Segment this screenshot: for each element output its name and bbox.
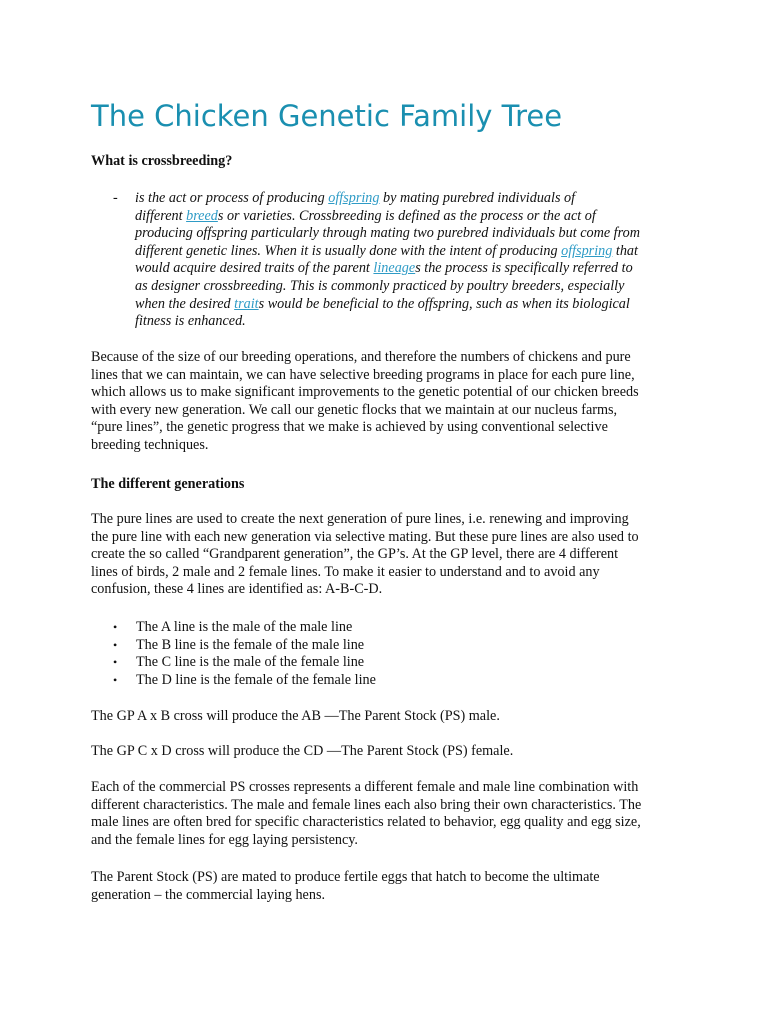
paragraph-line: generation – the commercial laying hens. [91,886,326,903]
definition-line: as designer crossbreeding. This is commonly practiced by poultry breeders, especially [135,277,625,294]
paragraph-line: The pure lines are used to create the next generation of pure lines, i.e. renewing and improving [91,511,629,527]
paragraph-cross-cd [91,743,686,761]
list-item-text: The C line is the male of the female line [136,654,365,671]
bullet-icon: • [113,672,118,687]
paragraph-line: create the so called “Grandparent generation”, the GP’s. At the GP level, there are 4 different [91,546,619,563]
link-breed[interactable]: breed [186,207,218,224]
paragraph-line: with every new generation. We call our genetic flocks that we maintain at our nucleus farms, [91,401,618,418]
line-list [91,619,376,689]
list-item [91,672,376,690]
paragraph-line: and the female lines for egg laying persistency. [91,831,358,848]
definition-dash: - [113,190,118,206]
paragraph-line: The Parent Stock (PS) are mated to produce fertile eggs that hatch to become the ultimate [91,869,600,885]
paragraph-line: male lines are often bred for specific characteristics related to behavior, egg quality and egg size, [91,814,641,831]
definition-text: is the act or process of producing [135,190,329,206]
paragraph-line: “pure lines”, the genetic progress that we make is achieved by using conventional selective [91,419,608,436]
list-item [91,654,376,672]
definition-line: fitness is enhanced. [135,313,246,330]
definition-line [135,243,675,261]
definition-line [135,260,675,278]
paragraph-line: lines of birds, 2 male and 2 female lines. To make it easier to understand and to avoid any [91,563,600,580]
paragraph-line: the pure line with each new generation via selective mating. But these pure lines are also used to [91,528,639,545]
list-item [91,619,376,637]
paragraph-line: lines that we can maintain, we can have selective breeding programs in place for each pure line, [91,366,635,383]
paragraph-line: Because of the size of our breeding operations, and therefore the numbers of chickens and pure [91,349,631,365]
definition-paragraph [135,190,675,331]
bullet-icon: • [113,620,118,634]
list-item-text: The D line is the female of the female line [136,671,376,688]
definition-line [135,208,675,226]
paragraph-line: confusion, these 4 lines are identified as: A-B-C-D. [91,581,383,598]
paragraph-line: The GP A x B cross will produce the AB —The Parent Stock (PS) male. [91,708,500,724]
link-offspring[interactable]: offspring [328,190,380,206]
definition-line [135,296,675,314]
definition-text: s or varieties. Crossbreeding is defined as the process or the act of [217,207,596,224]
definition-text: s would be beneficial to the offspring, such as when its biological [258,295,630,312]
paragraph-line: breeding techniques. [91,436,209,453]
heading-generations: The different generations [91,476,245,492]
paragraph-line: which allows us to make significant improvements to the genetic potential of our chicken breeds [91,384,639,401]
link-offspring-2[interactable]: offspring [561,242,613,259]
definition-line [135,190,675,208]
paragraph-breeding-operations [91,349,686,455]
link-trait[interactable]: trait [234,295,259,312]
list-item-text: The B line is the female of the male line [136,636,365,653]
link-lineage[interactable]: lineage [373,260,416,277]
paragraph-line: different characteristics. The male and female lines each also bring their own characteristics. The [91,796,642,813]
definition-text: that [612,242,638,259]
definition-text: would acquire desired traits of the parent [135,260,374,277]
list-item [91,637,376,655]
paragraph-line: The GP C x D cross will produce the CD —The Parent Stock (PS) female. [91,743,514,759]
heading-crossbreeding: What is crossbreeding? [91,153,233,169]
paragraph-line: Each of the commercial PS crosses represents a different female and male line combination with [91,779,639,795]
definition-text: different genetic lines. When it is usually done with the intent of producing [135,242,562,259]
bullet-icon: • [113,655,118,670]
definition-text: different [135,207,187,224]
paragraph-cross-ab [91,708,686,726]
definition-text: by mating purebred individuals of [379,190,576,206]
paragraph-commercial-crosses [91,779,686,849]
definition-line: producing offspring particularly through mating two purebred individuals but come from [135,225,640,242]
paragraph-pure-lines [91,511,686,599]
bullet-icon: • [113,637,118,652]
page-title: The Chicken Genetic Family Tree [91,99,563,133]
definition-text: when the desired [135,295,235,312]
paragraph-parent-stock [91,869,686,904]
definition-text: s the process is specifically referred to [415,260,633,277]
list-item-text: The A line is the male of the male line [136,619,353,635]
